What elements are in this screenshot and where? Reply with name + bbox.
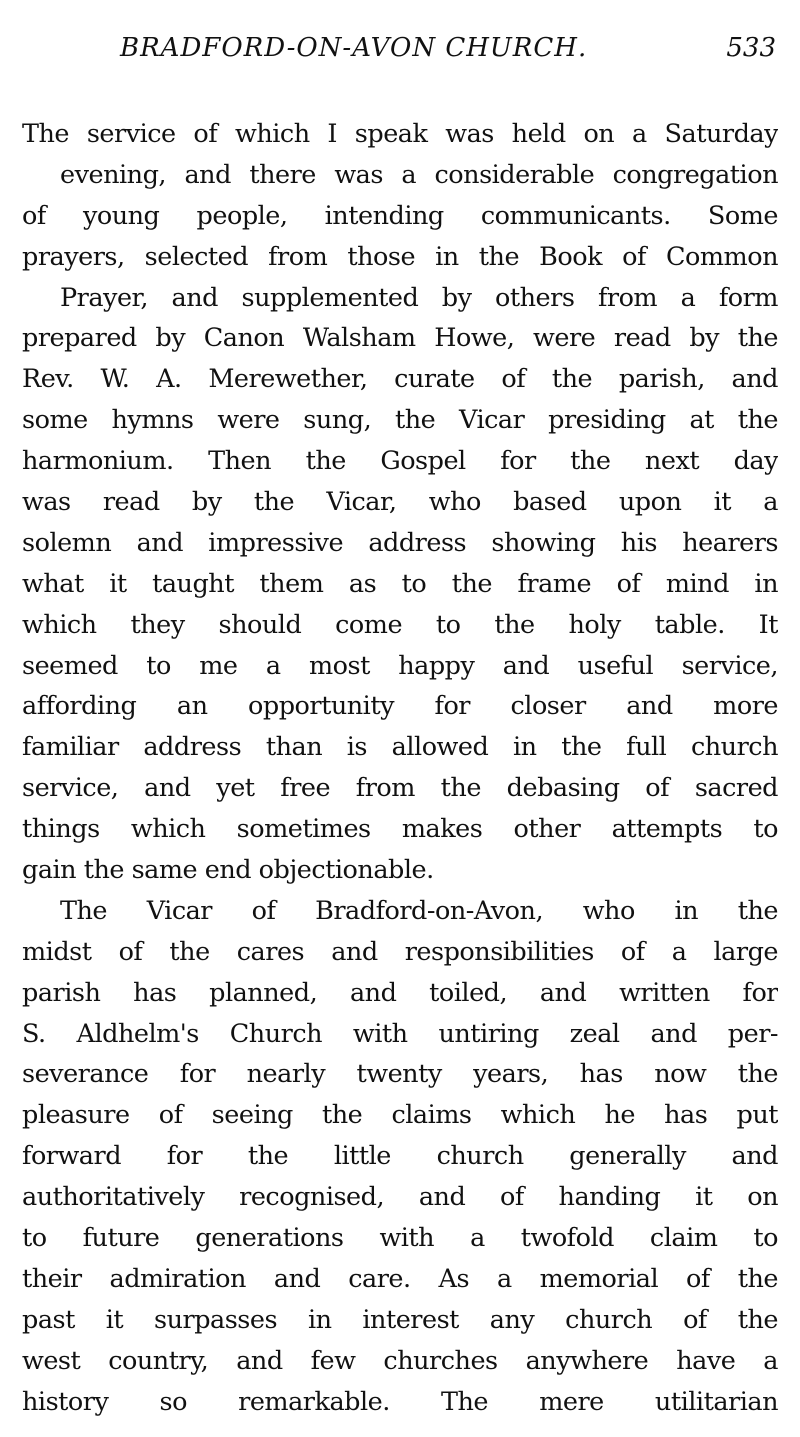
text-line: prayers, selected from those in the Book of Common [22, 241, 778, 272]
running-head [22, 24, 778, 72]
text-line: severance for nearly twenty years, has now the [22, 1059, 778, 1090]
page-number: 533 [726, 33, 776, 63]
text-line: S. Aldhelm's Church with untiring zeal and per- [22, 1018, 778, 1049]
text-line: The service of which I speak was held on a Saturday [22, 119, 778, 149]
text-line: The Vicar of Bradford-on-Avon, who in the [60, 895, 778, 926]
text-line: parish has planned, and toiled, and written for [22, 977, 778, 1008]
text-line: history so remarkable. The mere utilitarian [22, 1386, 778, 1417]
text-line: familiar address than is allowed in the full church [22, 732, 778, 763]
text-line: past it surpasses in interest any church of the [22, 1304, 778, 1335]
text-line: Prayer, and supplemented by others from a form [60, 282, 778, 313]
text-line: gain the same end objectionable. [22, 855, 434, 886]
text-line: pleasure of seeing the claims which he has put [22, 1100, 778, 1131]
text-line: evening, and there was a considerable congregation [60, 159, 778, 190]
text-line: solemn and impressive address showing his hearers [22, 527, 778, 558]
text-line: forward for the little church generally and [22, 1141, 778, 1172]
text-line: Rev. W. A. Merewether, curate of the parish, and [22, 364, 778, 395]
text-line: harmonium. Then the Gospel for the next day [22, 446, 778, 477]
text-line: was read by the Vicar, who based upon it a [22, 487, 778, 518]
text-line: west country, and few churches anywhere have a [22, 1345, 778, 1376]
text-line: things which sometimes makes other attempts to [22, 814, 778, 845]
text-line: of young people, intending communicants. Some [22, 200, 778, 231]
body-text [22, 114, 778, 1423]
running-title: BRADFORD-ON-AVON CHURCH. [120, 33, 588, 63]
text-line: seemed to me a most happy and useful service, [22, 650, 778, 681]
text-line: authoritatively recognised, and of handing it on [22, 1182, 778, 1213]
text-line: what it taught them as to the frame of mind in [22, 568, 778, 599]
text-line: some hymns were sung, the Vicar presiding at the [22, 405, 778, 436]
text-line: service, and yet free from the debasing of sacred [22, 773, 778, 804]
text-line: to future generations with a twofold claim to [22, 1223, 778, 1254]
text-line: midst of the cares and responsibilities of a large [22, 936, 778, 967]
text-line: affording an opportunity for closer and more [22, 691, 778, 722]
text-line: which they should come to the holy table. It [22, 609, 778, 640]
text-line: prepared by Canon Walsham Howe, were read by the [22, 323, 778, 354]
text-line: their admiration and care. As a memorial of the [22, 1263, 778, 1294]
